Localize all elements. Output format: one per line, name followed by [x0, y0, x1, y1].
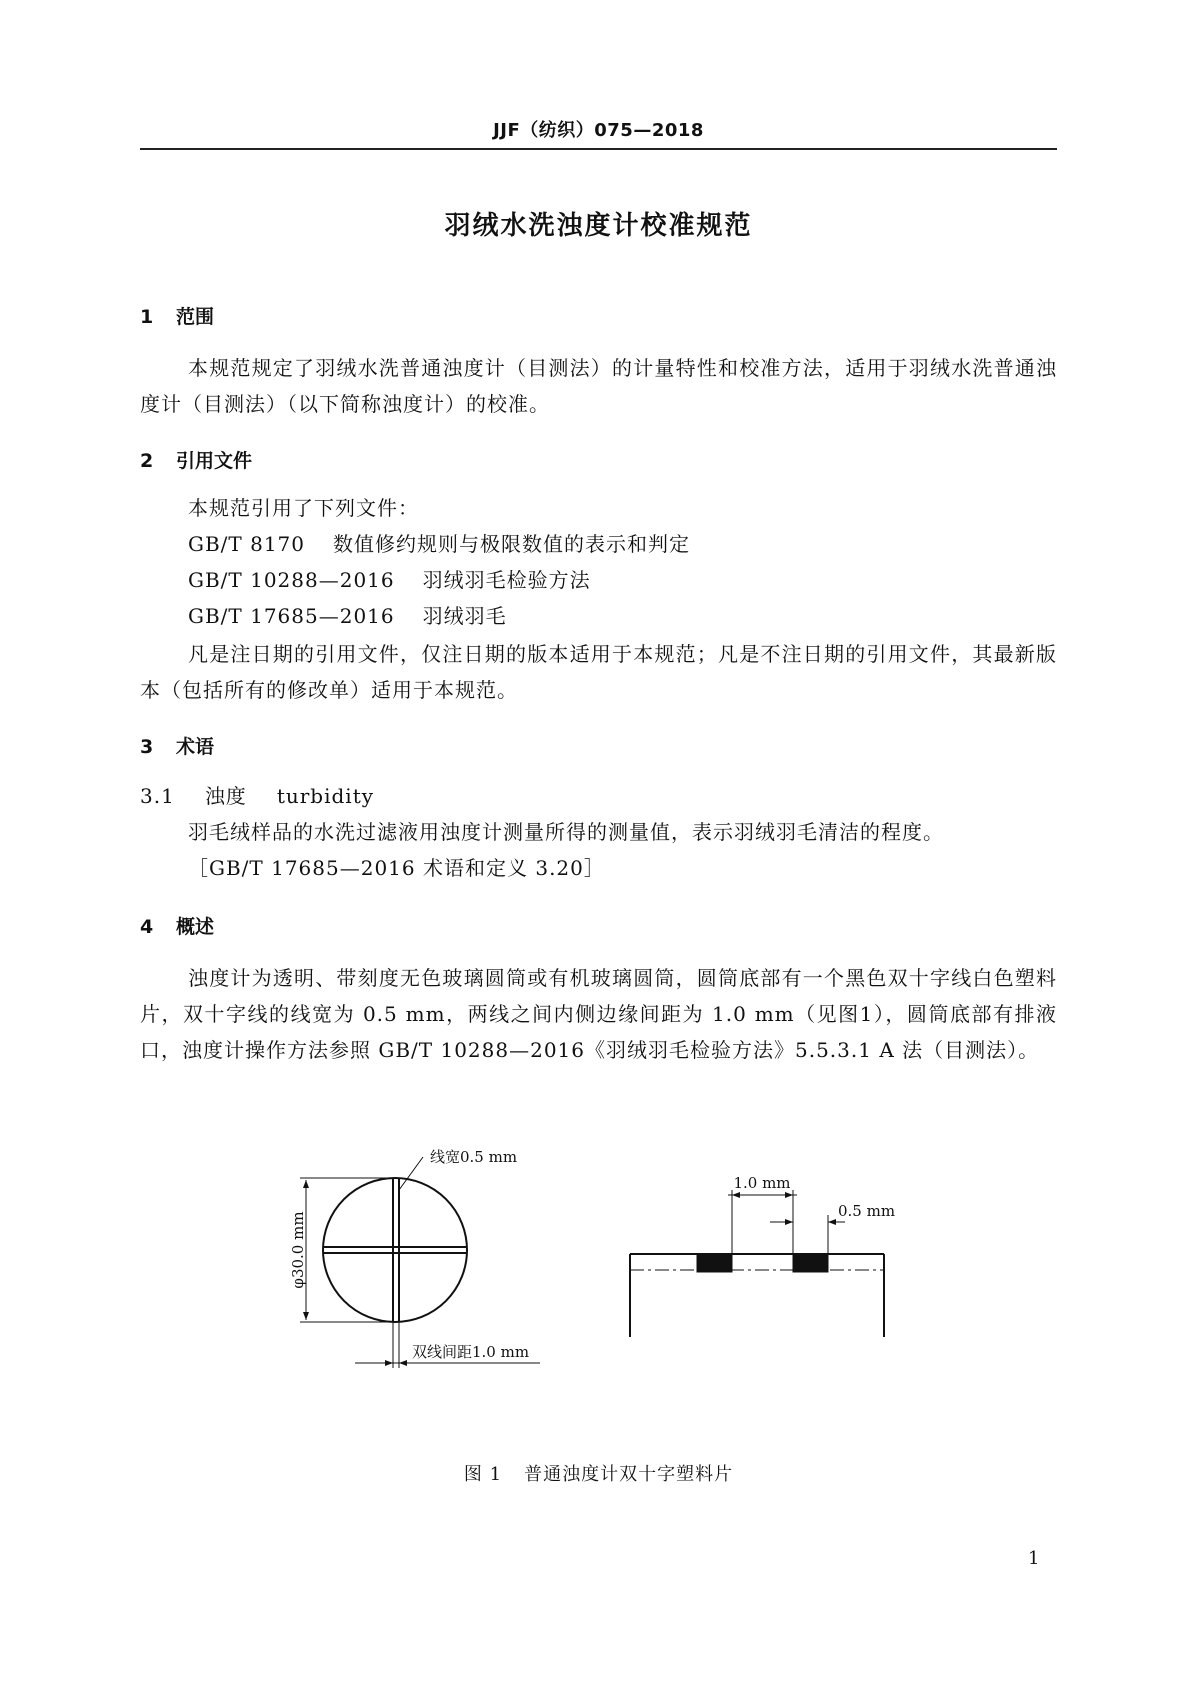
reference-code: GB/T 8170 — [188, 532, 306, 556]
diameter-label: φ30.0 mm — [289, 1211, 307, 1289]
arrow-head — [303, 1312, 309, 1320]
running-header: JJF（纺织）075—2018 — [493, 120, 704, 141]
term-chinese: 浊度 — [204, 784, 247, 808]
black-line-block-1 — [697, 1254, 732, 1272]
section-title: 引用文件 — [176, 450, 253, 472]
figure-caption — [140, 1460, 1057, 1486]
reference-name: 羽绒羽毛 — [422, 604, 507, 628]
disc-drawing — [300, 1157, 540, 1368]
dim-1-label: 1.0 mm — [733, 1174, 791, 1192]
section-1-paragraph: 本规范规定了羽绒水洗普通浊度计（目测法）的计量特性和校准方法，适用于羽绒水洗普通浊度计（目测法）（以下简称浊度计）的校准。 — [140, 356, 1057, 416]
references-intro: 本规范引用了下列文件： — [188, 496, 419, 520]
caption-text: 普通浊度计双十字塑料片 — [524, 1464, 734, 1485]
section-title: 术语 — [176, 736, 215, 758]
reference-code: GB/T 17685—2016 — [188, 604, 395, 628]
arrow-head — [785, 1219, 793, 1225]
section-number: 2 — [140, 450, 154, 472]
section-2-paragraph: 凡是注日期的引用文件，仅注日期的版本适用于本规范；凡是不注日期的引用文件，其最新版本（包括所有的修改单）适用于本规范。 — [140, 642, 1057, 702]
document-title: 羽绒水洗浊度计校准规范 — [444, 211, 753, 241]
term-definition: 羽毛绒样品的水洗过滤液用浊度计测量所得的测量值，表示羽绒羽毛清洁的程度。 — [188, 820, 944, 844]
disc-outline — [323, 1178, 467, 1322]
dim-2-label: 0.5 mm — [838, 1202, 896, 1220]
arrow-head — [732, 1192, 740, 1198]
line-width-label: 线宽0.5 mm — [430, 1148, 518, 1166]
section-number: 1 — [140, 306, 154, 328]
arrow-head — [785, 1192, 793, 1198]
line-width-leader — [399, 1157, 423, 1190]
section-number: 3 — [140, 736, 154, 758]
section-4-paragraph: 浊度计为透明、带刻度无色玻璃圆筒或有机玻璃圆筒，圆筒底部有一个黑色双十字线白色塑料片，双十字线的线宽为 0.5 mm，两线之间内侧边缘间距为 1.0 mm（见图1），圆筒底部有排液口，浊度计操作方法参照 GB/T 10288—2016《羽绒羽毛检验方法》5.5.3.1 A 法（目测法）。 — [140, 966, 1057, 1062]
reference-code: GB/T 10288—2016 — [188, 568, 395, 592]
term-number: 3.1 — [140, 784, 175, 808]
arrow-head — [828, 1219, 836, 1225]
term-source: ［GB/T 17685—2016 术语和定义 3.20］ — [188, 856, 605, 880]
caption-number: 图 1 — [463, 1464, 503, 1485]
section-number: 4 — [140, 916, 154, 938]
arrow-head — [399, 1360, 407, 1366]
section-title: 概述 — [176, 916, 215, 938]
section-title: 范围 — [176, 306, 215, 328]
arrow-head — [303, 1180, 309, 1188]
reference-name: 羽绒羽毛检验方法 — [422, 568, 591, 592]
term-english: turbidity — [276, 784, 375, 808]
page-number: 1 — [1028, 1548, 1040, 1569]
arrow-head — [385, 1360, 393, 1366]
reference-name: 数值修约规则与极限数值的表示和判定 — [333, 532, 691, 556]
black-line-block-2 — [793, 1254, 828, 1272]
spacing-label: 双线间距1.0 mm — [412, 1343, 530, 1361]
